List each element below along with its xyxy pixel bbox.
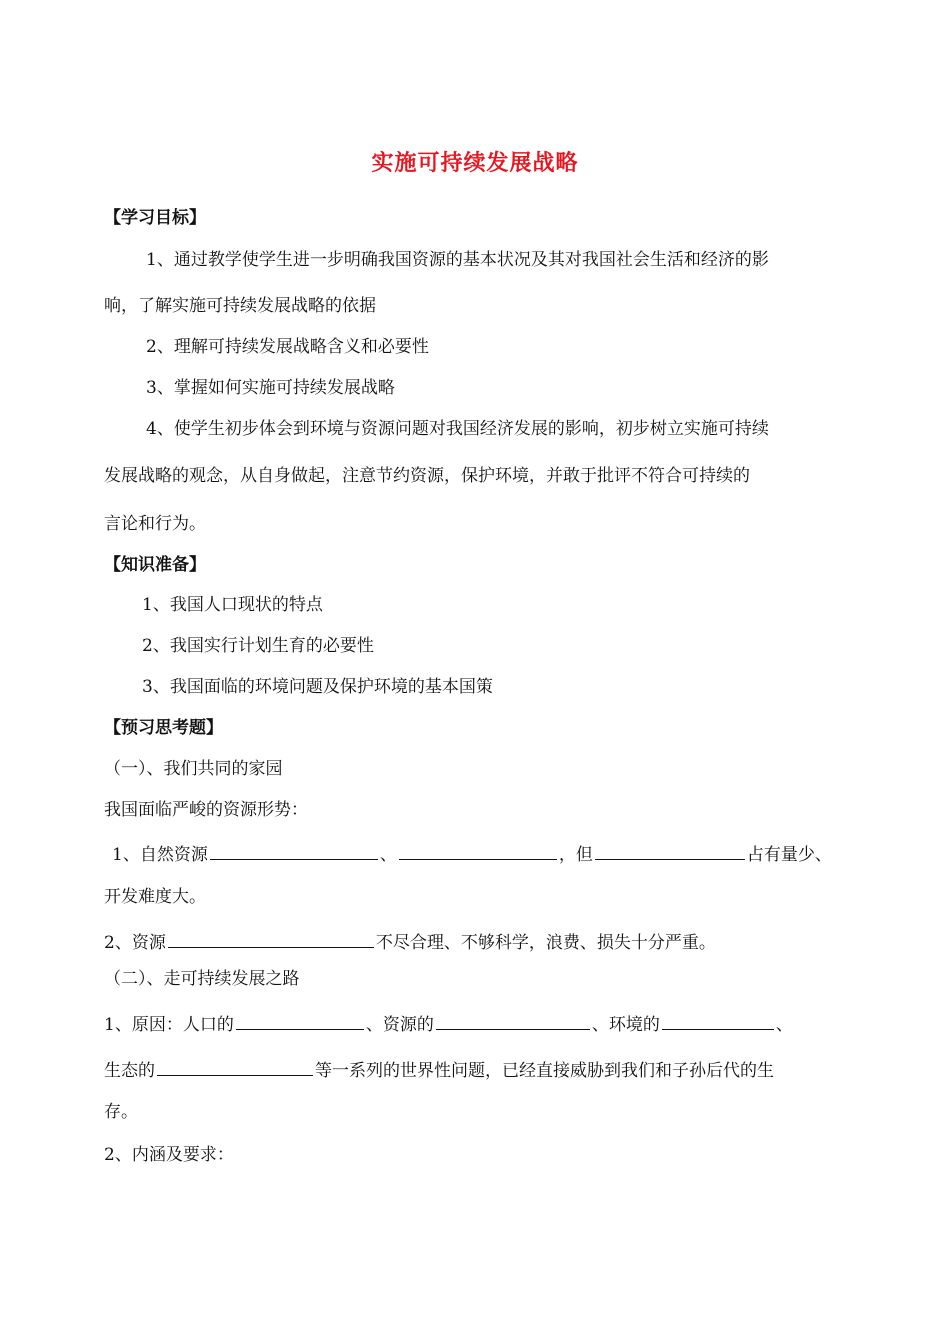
- reason-line-1: [104, 1009, 793, 1037]
- reason-separator: 、资源的: [365, 1015, 434, 1035]
- knowledge-item-3: 3、我国面临的环境问题及保护环境的基本国策: [142, 677, 493, 697]
- reason-prefix: 1、原因：人口的: [104, 1015, 234, 1035]
- goal-item-1-line-2: 响，了解实施可持续发展战略的依据: [104, 296, 376, 316]
- reason-separator: 、环境的: [591, 1015, 660, 1035]
- fill-blank[interactable]: [662, 1009, 774, 1030]
- fill-blank[interactable]: [236, 1009, 364, 1030]
- question-1-separator: 、: [379, 845, 397, 865]
- fill-blank[interactable]: [168, 927, 374, 948]
- fill-blank[interactable]: [157, 1055, 313, 1076]
- section-1-title: （一）、我们共同的家园: [104, 759, 283, 779]
- fill-blank[interactable]: [436, 1009, 590, 1030]
- fill-blank[interactable]: [399, 839, 557, 860]
- reason-line-2: [104, 1055, 774, 1083]
- question-1-line-1: [112, 839, 832, 867]
- section-2-title: （二）、走可持续发展之路: [104, 969, 300, 989]
- knowledge-item-2: 2、我国实行计划生育的必要性: [142, 636, 374, 656]
- question-1-suffix: 占有量少、: [746, 845, 832, 865]
- goals-heading: 【学习目标】: [104, 208, 206, 228]
- reason-suffix: 、: [775, 1015, 793, 1035]
- question-2: [104, 927, 716, 955]
- reason-line-2-prefix: 生态的: [104, 1061, 155, 1081]
- resource-intro: 我国面临严峻的资源形势：: [104, 800, 308, 820]
- goal-item-4-line-1: 4、使学生初步体会到环境与资源问题对我国经济发展的影响，初步树立实施可持续: [146, 419, 769, 439]
- fill-blank[interactable]: [210, 839, 378, 860]
- question-1-line-2: 开发难度大。: [104, 887, 206, 907]
- connotation-requirements: 2、内涵及要求：: [104, 1145, 234, 1165]
- goal-item-1-line-1: 1、通过教学使学生进一步明确我国资源的基本状况及其对我国社会生活和经济的影: [146, 250, 769, 270]
- question-1-prefix: 1、自然资源: [112, 845, 208, 865]
- goal-item-4-line-3: 言论和行为。: [104, 514, 206, 534]
- knowledge-heading: 【知识准备】: [104, 555, 206, 575]
- goal-item-4-line-2: 发展战略的观念，从自身做起，注意节约资源，保护环境，并敢于批评不符合可持续的: [104, 466, 750, 486]
- question-1-separator: ，但: [558, 845, 593, 865]
- reason-line-2-suffix: 等一系列的世界性问题，已经直接威胁到我们和子孙后代的生: [315, 1061, 774, 1081]
- goal-item-2: 2、理解可持续发展战略含义和必要性: [146, 337, 429, 357]
- preview-heading: 【预习思考题】: [104, 718, 223, 738]
- page-title: 实施可持续发展战略: [371, 151, 579, 176]
- question-2-suffix: 不尽合理、不够科学，浪费、损失十分严重。: [375, 933, 716, 953]
- goal-item-3: 3、掌握如何实施可持续发展战略: [146, 378, 395, 398]
- question-2-prefix: 2、资源: [104, 933, 166, 953]
- fill-blank[interactable]: [595, 839, 745, 860]
- reason-line-3: 存。: [104, 1102, 138, 1122]
- knowledge-item-1: 1、我国人口现状的特点: [142, 595, 323, 615]
